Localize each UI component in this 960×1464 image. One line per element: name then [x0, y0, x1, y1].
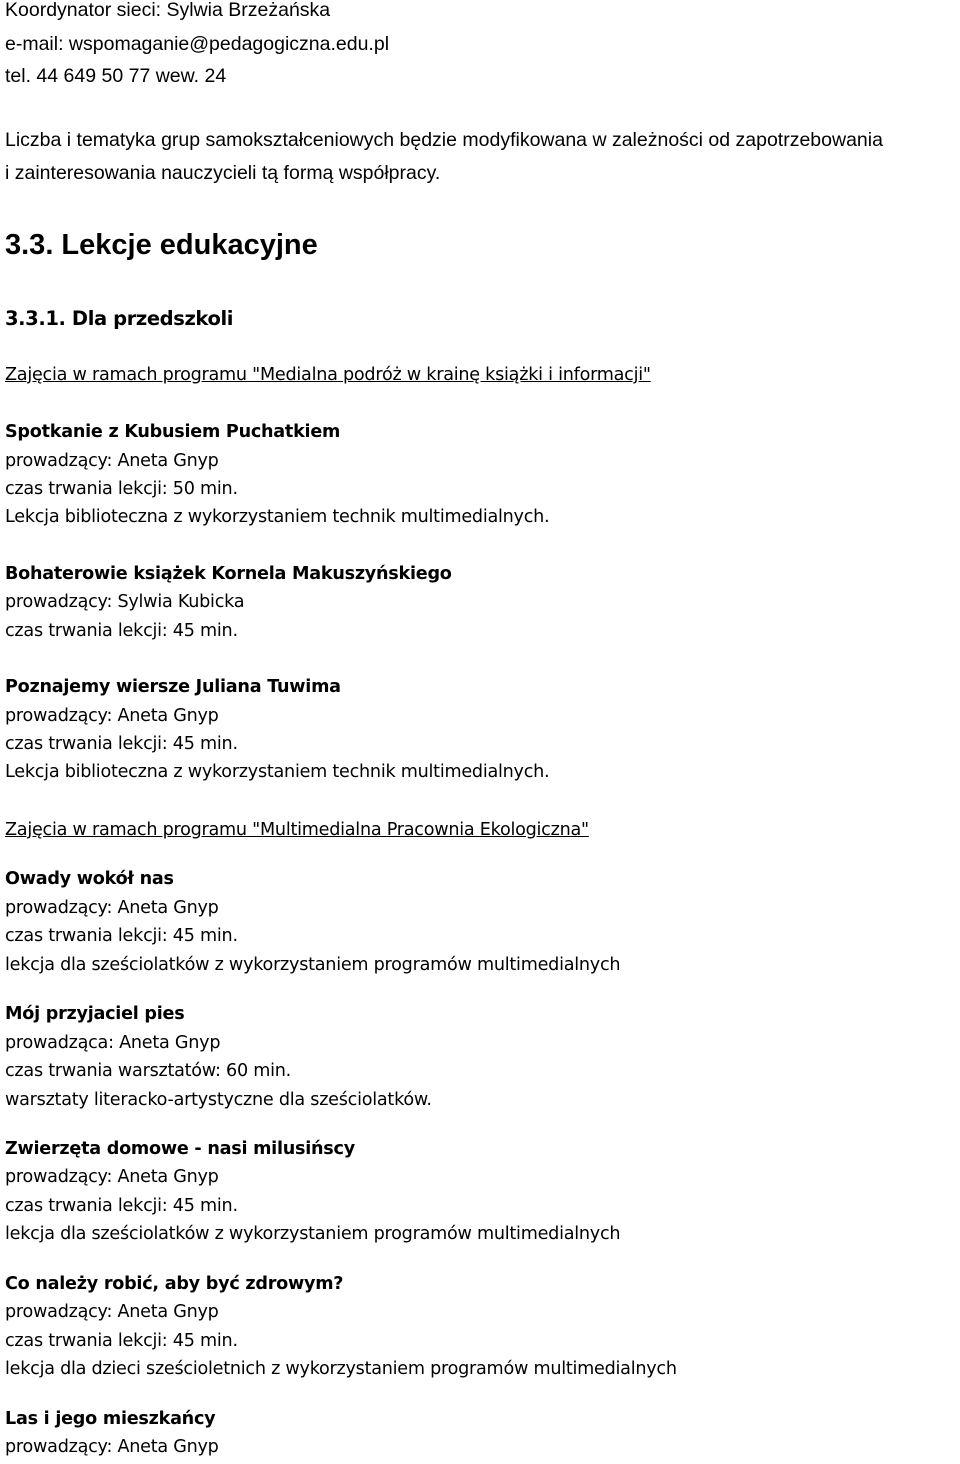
lesson-title: Las i jego mieszkańcy	[5, 1409, 216, 1429]
lesson-duration: czas trwania lekcji: 45 min.	[5, 926, 238, 946]
lesson-description: lekcja dla sześciolatków z wykorzystaniem programów multimedialnych	[5, 955, 621, 975]
program-title: Zajęcia w ramach programu "Multimedialna Pracownia Ekologiczna"	[5, 820, 589, 840]
lesson-duration: czas trwania lekcji: 45 min.	[5, 1331, 238, 1351]
lesson-leader: prowadzący: Sylwia Kubicka	[5, 592, 245, 612]
lesson-title: Mój przyjaciel pies	[5, 1004, 185, 1024]
lesson-leader: prowadzący: Aneta Gnyp	[5, 1167, 219, 1187]
lesson-title: Co należy robić, aby być zdrowym?	[5, 1274, 344, 1294]
lesson-title: Zwierzęta domowe - nasi milusińscy	[5, 1139, 355, 1159]
lesson-description: warsztaty literacko-artystyczne dla sześciolatków.	[5, 1090, 432, 1110]
lesson-leader: prowadzący: Aneta Gnyp	[5, 1437, 219, 1457]
program-title: Zajęcia w ramach programu "Medialna podróż w krainę książki i informacji"	[5, 365, 651, 385]
lesson-title: Bohaterowie książek Kornela Makuszyńskiego	[5, 564, 452, 584]
lesson-title: Owady wokół nas	[5, 869, 174, 889]
phone-line: tel. 44 649 50 77 wew. 24	[5, 65, 227, 87]
lesson-duration: czas trwania lekcji: 45 min.	[5, 1196, 238, 1216]
subsection-heading: 3.3.1. Dla przedszkoli	[5, 307, 234, 330]
lesson-leader: prowadzący: Aneta Gnyp	[5, 898, 219, 918]
section-heading: 3.3. Lekcje edukacyjne	[5, 229, 318, 261]
email-line: e-mail: wspomaganie@pedagogiczna.edu.pl	[5, 33, 390, 55]
lesson-duration: czas trwania lekcji: 50 min.	[5, 479, 238, 499]
lesson-leader: prowadzący: Aneta Gnyp	[5, 706, 219, 726]
lesson-leader: prowadzący: Aneta Gnyp	[5, 451, 219, 471]
coordinator-line: Koordynator sieci: Sylwia Brzeżańska	[5, 0, 331, 21]
lesson-leader: prowadząca: Aneta Gnyp	[5, 1033, 221, 1053]
lesson-description: Lekcja biblioteczna z wykorzystaniem technik multimedialnych.	[5, 762, 550, 782]
lesson-leader: prowadzący: Aneta Gnyp	[5, 1302, 219, 1322]
lesson-title: Spotkanie z Kubusiem Puchatkiem	[5, 422, 341, 442]
lesson-description: Lekcja biblioteczna z wykorzystaniem technik multimedialnych.	[5, 507, 550, 527]
intro-line-2: i zainteresowania nauczycieli tą formą współpracy.	[5, 162, 441, 184]
intro-line-1: Liczba i tematyka grup samokształceniowych będzie modyfikowana w zależności od zapotrzebowania	[5, 129, 883, 151]
lesson-title: Poznajemy wiersze Juliana Tuwima	[5, 677, 341, 697]
lesson-duration: czas trwania lekcji: 45 min.	[5, 621, 238, 641]
lesson-duration: czas trwania lekcji: 45 min.	[5, 734, 238, 754]
lesson-duration: czas trwania warsztatów: 60 min.	[5, 1061, 292, 1081]
lesson-description: lekcja dla dzieci sześcioletnich z wykorzystaniem programów multimedialnych	[5, 1359, 677, 1379]
lesson-description: lekcja dla sześciolatków z wykorzystaniem programów multimedialnych	[5, 1224, 621, 1244]
